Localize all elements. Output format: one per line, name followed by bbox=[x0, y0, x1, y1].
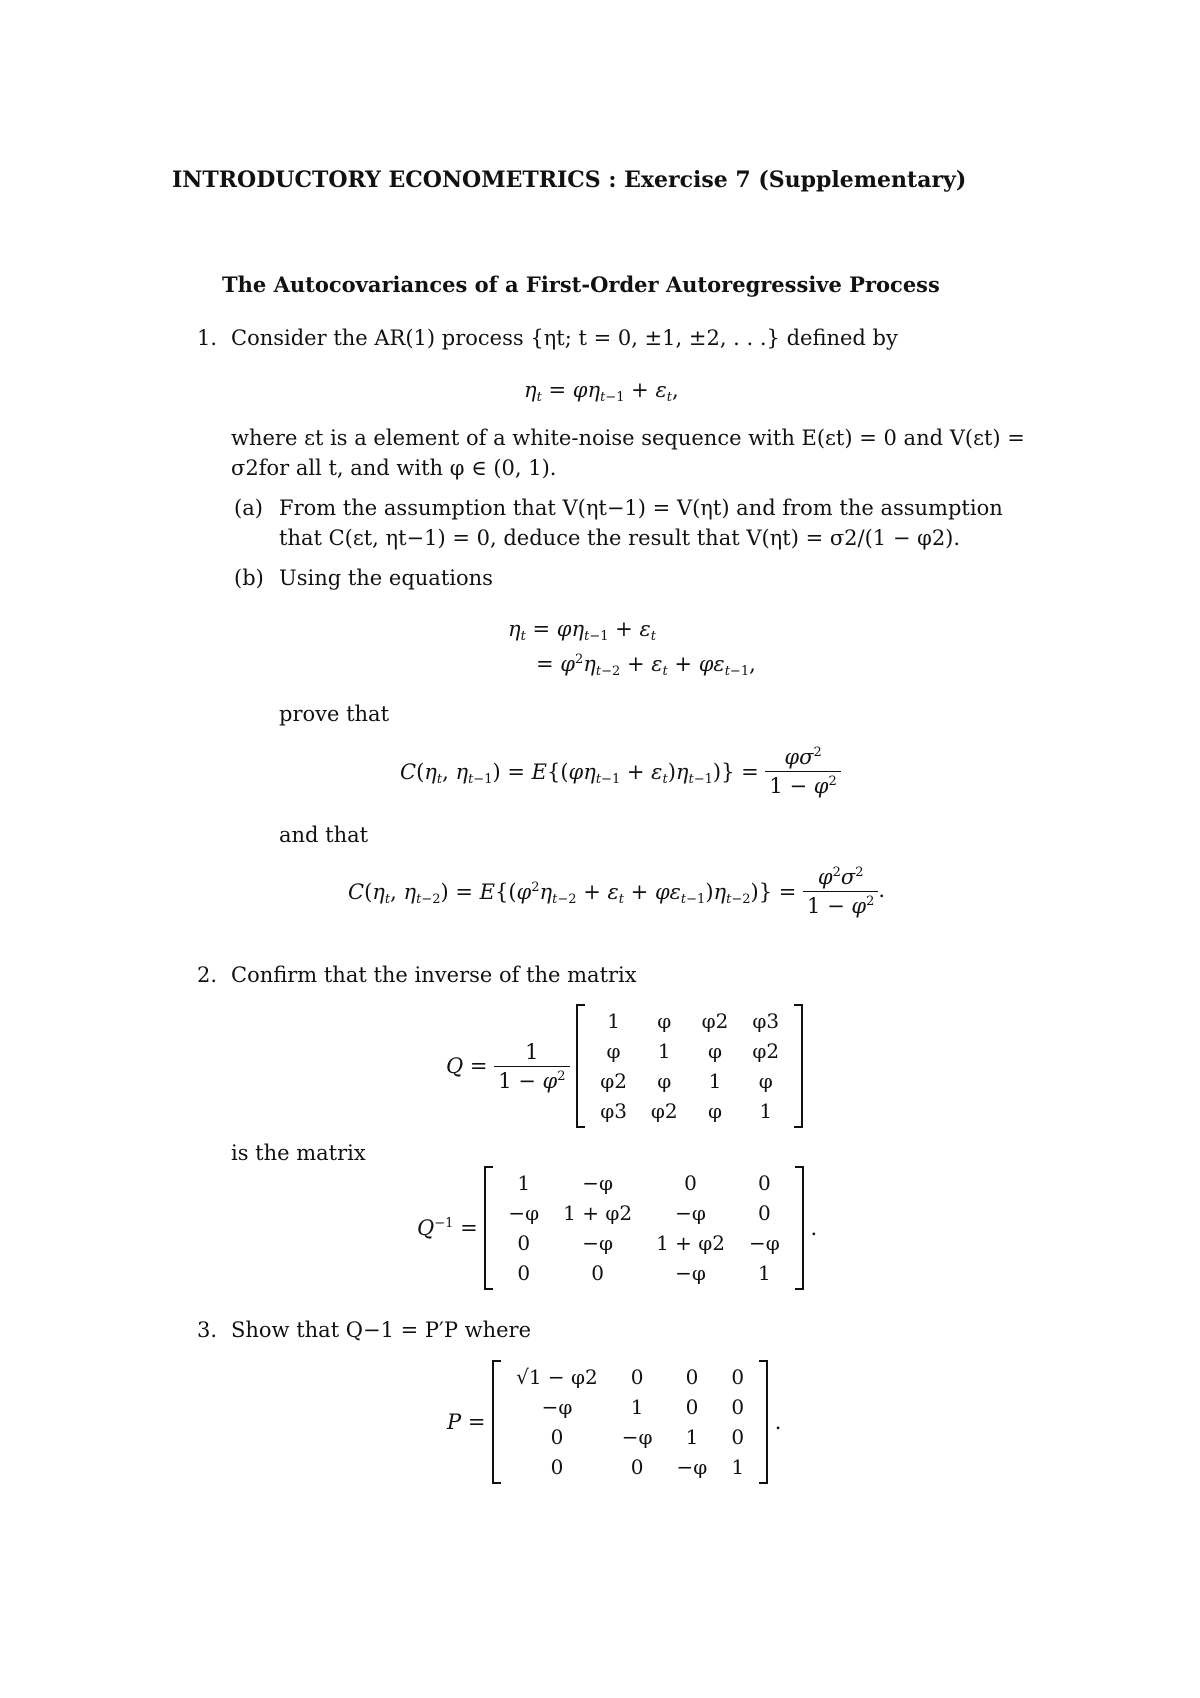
matrix-P: √1 − φ2 0 0 0 −φ 1 0 0 0 −φ 1 0 0 0 −φ 1 bbox=[492, 1360, 768, 1484]
q1b-label: (b) bbox=[234, 566, 264, 590]
q1b-eq-line1: $\eta_t = \varphi\eta_{t-1} + \varepsilon_t$ bbox=[508, 617, 656, 644]
q3-intro: Show that Q−1 = P′P where bbox=[231, 1318, 532, 1342]
q1b-eq-line2: = $\varphi^2\eta_{t-2} + \varepsilon_t + \varphi\varepsilon_{t-1}$, bbox=[536, 652, 756, 679]
q1b-cov1-eq: $C(\eta_t$, $\eta_{t-1}) = E\{(\varphi\eta_{t-1} + \varepsilon_t)\eta_{t-1})$} = $\frac{\varphi\sigma^2}{1 - \varphi^2}$ bbox=[400, 745, 841, 798]
section-heading: The Autocovariances of a First-Order Autoregressive Process bbox=[222, 272, 940, 297]
q1-where-line2: σ2for all t, and with φ ∈ (0, 1). bbox=[231, 456, 557, 480]
q1-number: 1. bbox=[197, 326, 218, 350]
and-that: and that bbox=[279, 823, 369, 847]
q1a-line1: From the assumption that V(ηt−1) = V(ηt) and from the assumption bbox=[279, 496, 1003, 520]
q2-intro: Confirm that the inverse of the matrix bbox=[231, 963, 637, 987]
q3-number: 3. bbox=[197, 1318, 218, 1342]
q2-matrix-Qinv: $Q^{-1}$ = 1 −φ 0 0 −φ 1 + φ2 −φ 0 0 −φ 1 + φ2 −φ 0 0 −φ 1 . bbox=[417, 1166, 817, 1290]
q1a-label: (a) bbox=[234, 496, 263, 520]
q2-is-the-matrix: is the matrix bbox=[231, 1141, 366, 1165]
q3-matrix-P: P = √1 − φ2 0 0 0 −φ 1 0 0 0 −φ 1 0 0 0 −φ 1 . bbox=[447, 1360, 781, 1484]
q2-matrix-Q: Q = $\frac{1}{1 - \varphi^2}$ 1 φ φ2 φ3 φ 1 φ φ2 φ2 φ 1 φ φ3 φ2 φ 1 bbox=[446, 1004, 803, 1128]
matrix-Q-inverse: 1 −φ 0 0 −φ 1 + φ2 −φ 0 0 −φ 1 + φ2 −φ 0 0 −φ 1 bbox=[484, 1166, 803, 1290]
q1-intro: Consider the AR(1) process {ηt; t = 0, ±1, ±2, . . .} defined by bbox=[231, 326, 898, 350]
q1a-line2: that C(εt, ηt−1) = 0, deduce the result that V(ηt) = σ2/(1 − φ2). bbox=[279, 526, 961, 550]
q1-where-line1: where εt is a element of a white-noise sequence with E(εt) = 0 and V(εt) = bbox=[231, 426, 1025, 450]
q1-eq-ar1: $\eta_t = \varphi\eta_{t-1} + \varepsilon_t$, bbox=[524, 378, 679, 405]
q1b-cov2-eq: $C(\eta_t$, $\eta_{t-2}) = E\{(\varphi^2\eta_{t-2} + \varepsilon_t + \varphi\varepsilon_{t-1})\eta_{t-2})$} = $\frac{\varphi^2\sigma^2}{1 - \varphi^2}$ . bbox=[348, 865, 886, 918]
q2-number: 2. bbox=[197, 963, 218, 987]
matrix-Q: 1 φ φ2 φ3 φ 1 φ φ2 φ2 φ 1 φ φ3 φ2 φ 1 bbox=[576, 1004, 803, 1128]
prove-that: prove that bbox=[279, 702, 390, 726]
q1b-text: Using the equations bbox=[279, 566, 493, 590]
page-title: INTRODUCTORY ECONOMETRICS : Exercise 7 (Supplementary) bbox=[172, 167, 967, 193]
